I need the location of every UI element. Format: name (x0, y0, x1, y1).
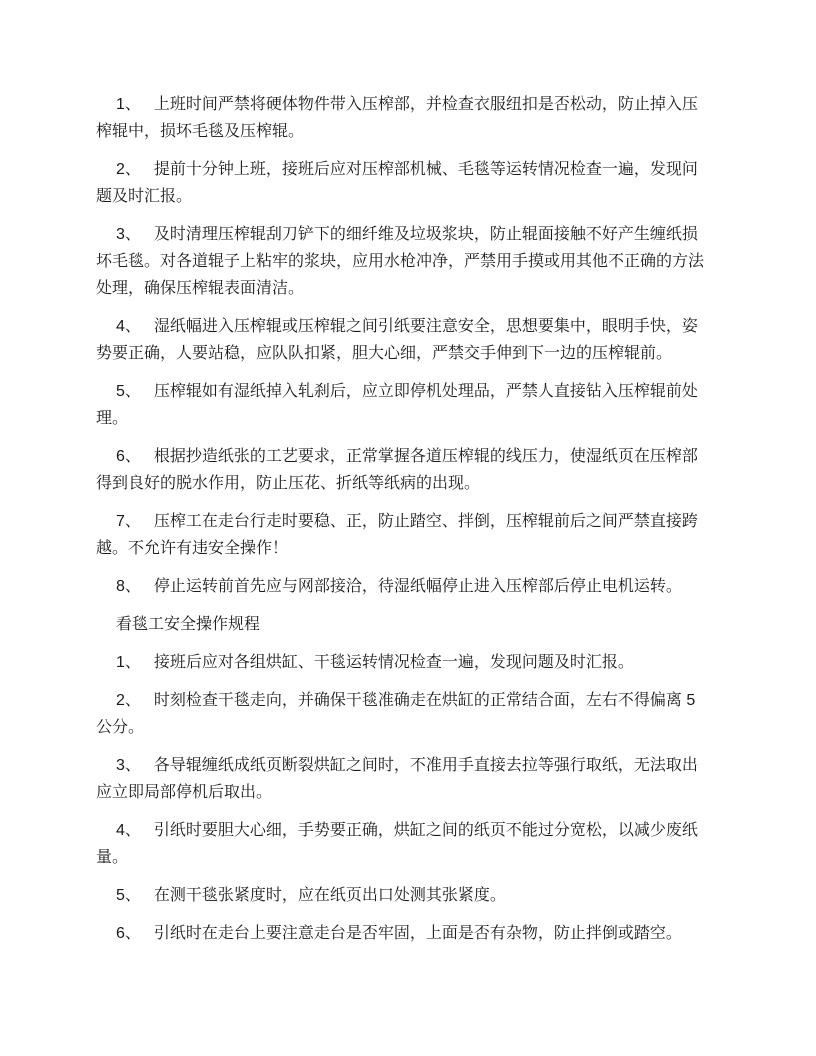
press-worker-rules-list (96, 91, 704, 600)
rule-item (96, 882, 704, 909)
rule-number: 8、 (116, 578, 141, 595)
rule-item (96, 508, 704, 562)
rule-number: 1、 (116, 654, 141, 671)
rule-number: 3、 (116, 757, 141, 774)
rule-number: 4、 (116, 822, 141, 839)
rule-text: 接班后应对各组烘缸、干毯运转情况检查一遍，发现问题及时汇报。 (153, 654, 634, 671)
rule-number: 2、 (116, 692, 141, 709)
rule-item (96, 313, 704, 367)
rule-text: 及时清理压榨辊刮刀铲下的细纤维及垃圾浆块，防止辊面接触不好产生缠纸损坏毛毯。对各道辊子上粘牢的浆块，应用水枪冲净，严禁用手摸或用其他不正确的方法处理，确保压榨辊表面清洁。 (96, 226, 705, 297)
rule-text: 引纸时要胆大心细，手势要正确，烘缸之间的纸页不能过分宽松，以减少废纸量。 (96, 822, 698, 866)
rule-item (96, 378, 704, 432)
rule-text: 压榨辊如有湿纸掉入轧刹后，应立即停机处理品，严禁人直接钻入压榨辊前处理。 (96, 383, 698, 427)
rule-number: 1、 (116, 96, 141, 113)
rule-item (96, 752, 704, 806)
rule-item (96, 920, 704, 947)
rule-number: 2、 (116, 161, 141, 178)
rule-number: 5、 (116, 383, 141, 400)
rule-item (96, 91, 704, 145)
rule-item (96, 687, 704, 741)
rule-number: 4、 (116, 318, 141, 335)
rule-item (96, 156, 704, 210)
rule-item (96, 573, 704, 600)
blanket-worker-rules-list (96, 649, 704, 947)
rule-text: 根据抄造纸张的工艺要求，正常掌握各道压榨辊的线压力，使湿纸页在压榨部得到良好的脱水作用，防止压花、折纸等纸病的出现。 (96, 448, 698, 492)
rule-number: 7、 (116, 513, 141, 530)
rule-item (96, 443, 704, 497)
rule-text: 各导辊缠纸成纸页断裂烘缸之间时，不准用手直接去拉等强行取纸，无法取出应立即局部停机后取出。 (96, 757, 698, 801)
rule-text: 提前十分钟上班，接班后应对压榨部机械、毛毯等运转情况检查一遍，发现问题及时汇报。 (96, 161, 698, 205)
rule-number: 6、 (116, 448, 141, 465)
rule-text: 时刻检查干毯走向，并确保干毯准确走在烘缸的正常结合面，左右不得偏离 5 公分。 (96, 692, 696, 736)
rule-number: 3、 (116, 226, 141, 243)
rule-text: 引纸时在走台上要注意走台是否牢固，上面是否有杂物，防止拌倒或踏空。 (153, 925, 682, 942)
rule-text: 湿纸幅进入压榨辊或压榨辊之间引纸要注意安全，思想要集中，眼明手快，姿势要正确，人要站稳，应队队扣紧，胆大心细，严禁交手伸到下一边的压榨辊前。 (96, 318, 698, 362)
rule-item (96, 817, 704, 871)
rule-text: 上班时间严禁将硬体物件带入压榨部，并检查衣服纽扣是否松动，防止掉入压榨辊中，损坏毛毯及压榨辊。 (96, 96, 698, 140)
rule-item (96, 221, 704, 302)
rule-text: 压榨工在走台行走时要稳、正，防止踏空、拌倒，压榨辊前后之间严禁直接跨越。不允许有违安全操作！ (96, 513, 698, 557)
rule-text: 停止运转前首先应与网部接洽，待湿纸幅停止进入压榨部后停止电机运转。 (153, 578, 682, 595)
rule-text: 在测干毯张紧度时，应在纸页出口处测其张紧度。 (153, 887, 506, 904)
section-heading: 看毯工安全操作规程 (116, 616, 261, 633)
rule-number: 5、 (116, 887, 141, 904)
rule-number: 6、 (116, 925, 141, 942)
rule-item (96, 649, 704, 676)
